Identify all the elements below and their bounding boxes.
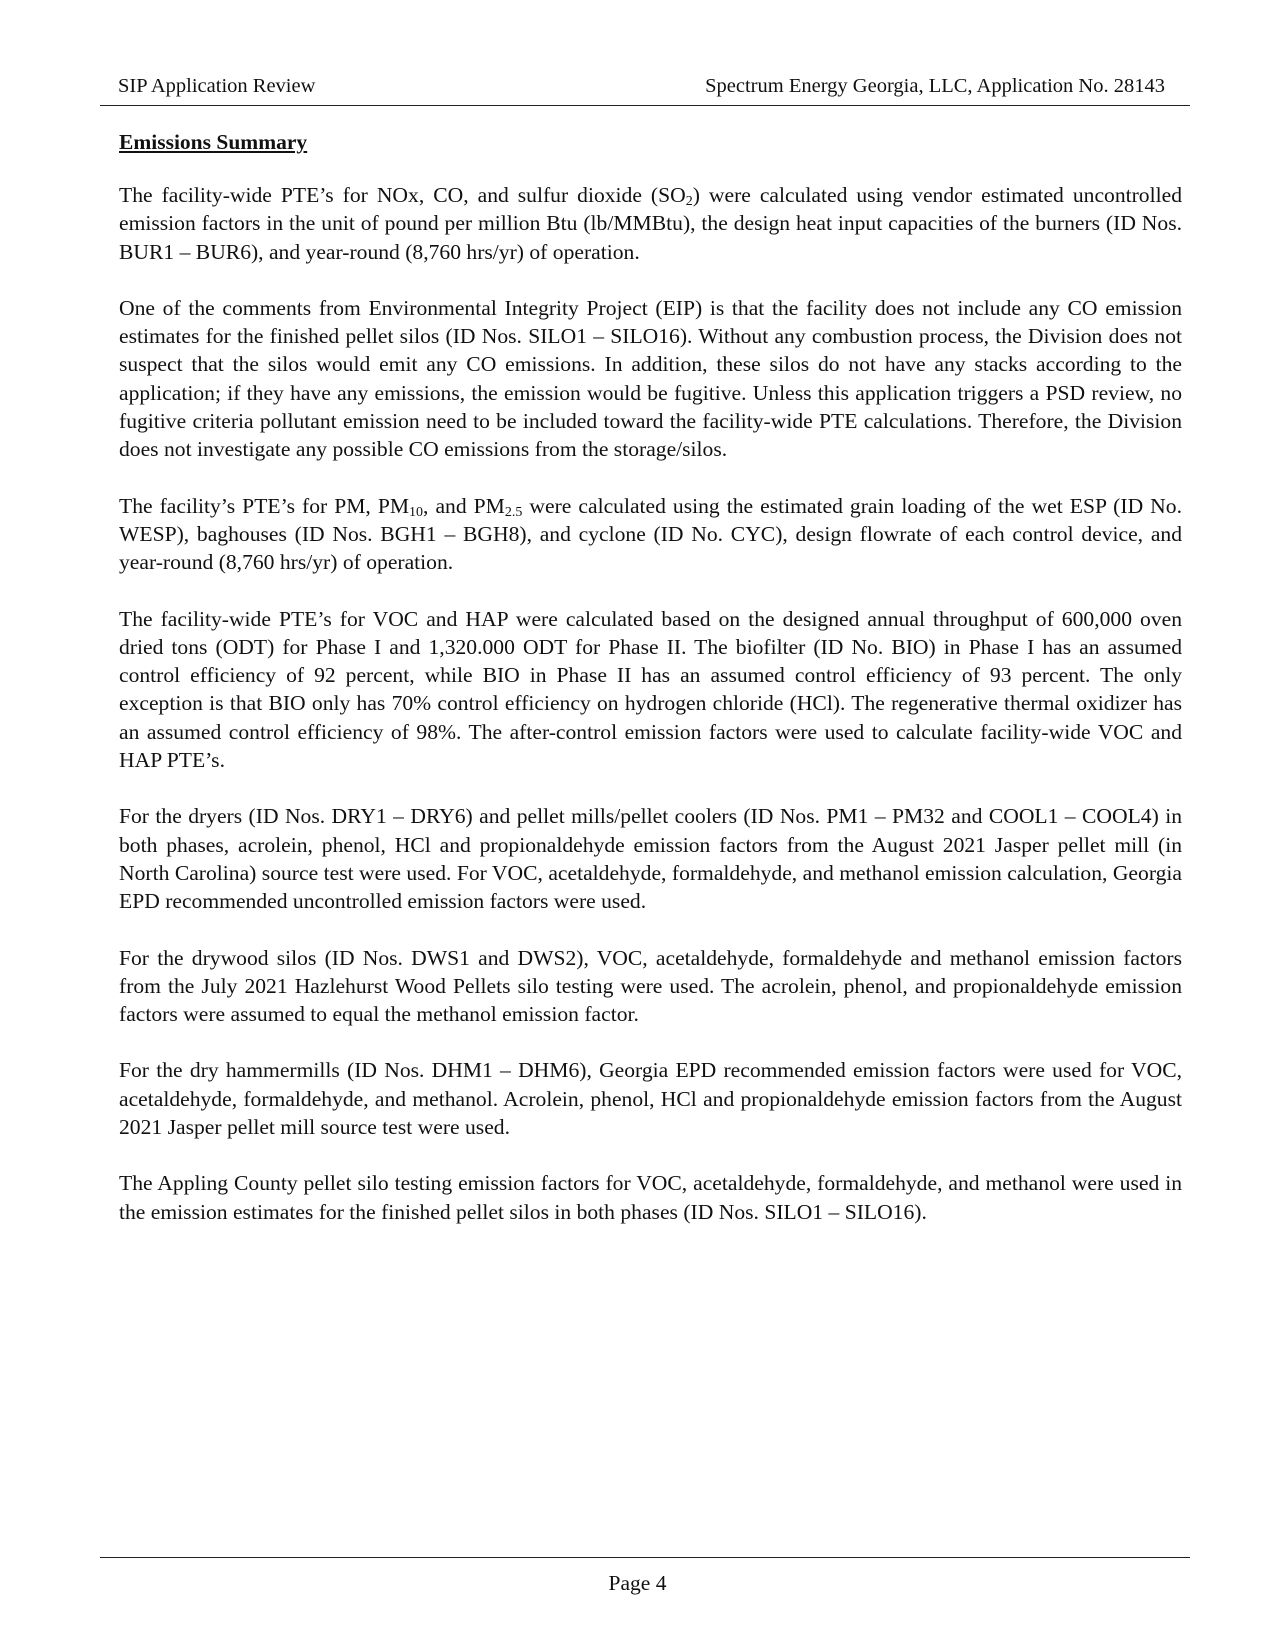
page-header <box>100 72 1190 106</box>
paragraph-particulate-matter <box>119 492 1182 577</box>
footer-divider <box>100 1557 1190 1558</box>
header-document-title: SIP Application Review <box>118 75 316 97</box>
subscript-text: 10 <box>409 504 424 520</box>
subscript-text: 2.5 <box>504 504 523 520</box>
subscript-text: 2 <box>685 194 693 209</box>
paragraph-voc-hap: The facility-wide PTE’s for VOC and HAP were calculated based on the designed annual throughput of 600,000 oven dried tons (ODT) for Phase I and 1,320.000 ODT for Phase II. The biofilter (ID No. BIO) in Phase I has an assumed control efficiency of 92 percent, while BIO in Phase II has an assumed control efficiency of 93 percent. The only exception is that BIO only has 70% control efficiency on hydrogen chloride (HCl). The regenerative thermal oxidizer has an assumed control efficiency of 98%. The after-control emission factors were used to calculate facility-wide VOC and HAP PTE’s. <box>119 606 1182 773</box>
paragraph-dry-hammermills: For the dry hammermills (ID Nos. DHM1 – DHM6), Georgia EPD recommended emission factors were used for VOC, acetaldehyde, formaldehyde, and methanol. Acrolein, phenol, HCl and propionaldehyde emission factors from the August 2021 Jasper pellet mill source test were used. <box>119 1058 1182 1140</box>
paragraph-text: were calculated using the estimated grain loading of the wet ESP (ID No. WESP), baghouses (ID Nos. BGH1 – BGH8), and cyclone (ID No. CYC), design flowrate of each control device, and year-round (8,760 hrs/yr) of operation. <box>119 493 1182 575</box>
section-title: Emissions Summary <box>119 130 308 154</box>
paragraph-text: The facility’s PTE’s for PM, PM <box>119 493 410 518</box>
paragraph-finished-pellet-silos: The Appling County pellet silo testing emission factors for VOC, acetaldehyde, formaldehyde, and methanol were used in the emission estimates for the finished pellet silos in both phases (ID Nos. SILO1 – SILO16). <box>119 1171 1182 1224</box>
paragraph-drywood-silos: For the drywood silos (ID Nos. DWS1 and DWS2), VOC, acetaldehyde, formaldehyde and methanol emission factors from the July 2021 Hazlehurst Wood Pellets silo testing were used. The acrolein, phenol, and propionaldehyde emission factors were assumed to equal the methanol emission factor. <box>119 945 1182 1027</box>
paragraph-text: , and PM <box>423 493 505 518</box>
paragraph-eip-comment: One of the comments from Environmental Integrity Project (EIP) is that the facility does not include any CO emission estimates for the finished pellet silos (ID Nos. SILO1 – SILO16). Without any combustion process, the Division does not suspect that the silos would emit any CO emissions. In addition, these silos do not have any stacks according to the application; if they have any emissions, the emission would be fugitive. Unless this application triggers a PSD review, no fugitive criteria pollutant emission need to be included toward the facility-wide PTE calculations. Therefore, the Division does not investigate any possible CO emissions from the storage/silos. <box>119 295 1182 462</box>
paragraph-nox-co-so2 <box>119 181 1182 266</box>
paragraph-text: The facility-wide PTE’s for NOx, CO, and sulfur dioxide (SO <box>119 183 686 207</box>
page-number: Page 4 <box>608 1571 667 1595</box>
header-application-id: Spectrum Energy Georgia, LLC, Application No. 28143 <box>705 75 1165 97</box>
paragraph-dryers-pellet-mills: For the dryers (ID Nos. DRY1 – DRY6) and pellet mills/pellet coolers (ID Nos. PM1 – PM32 and COOL1 – COOL4) in both phases, acrolein, phenol, HCl and propionaldehyde emission factors from the August 2021 Jasper pellet mill (in North Carolina) source test were used. For VOC, acetaldehyde, formaldehyde, and methanol emission calculation, Georgia EPD recommended uncontrolled emission factors were used. <box>119 804 1182 914</box>
paragraph-text: ) were calculated using vendor estimated uncontrolled emission factors in the unit of pound per million Btu (lb/MMBtu), the design heat input capacities of the burners (ID Nos. BUR1 – BUR6), and year-round (8,760 hrs/yr) of operation. <box>119 183 1182 264</box>
page-body <box>119 128 1182 1254</box>
